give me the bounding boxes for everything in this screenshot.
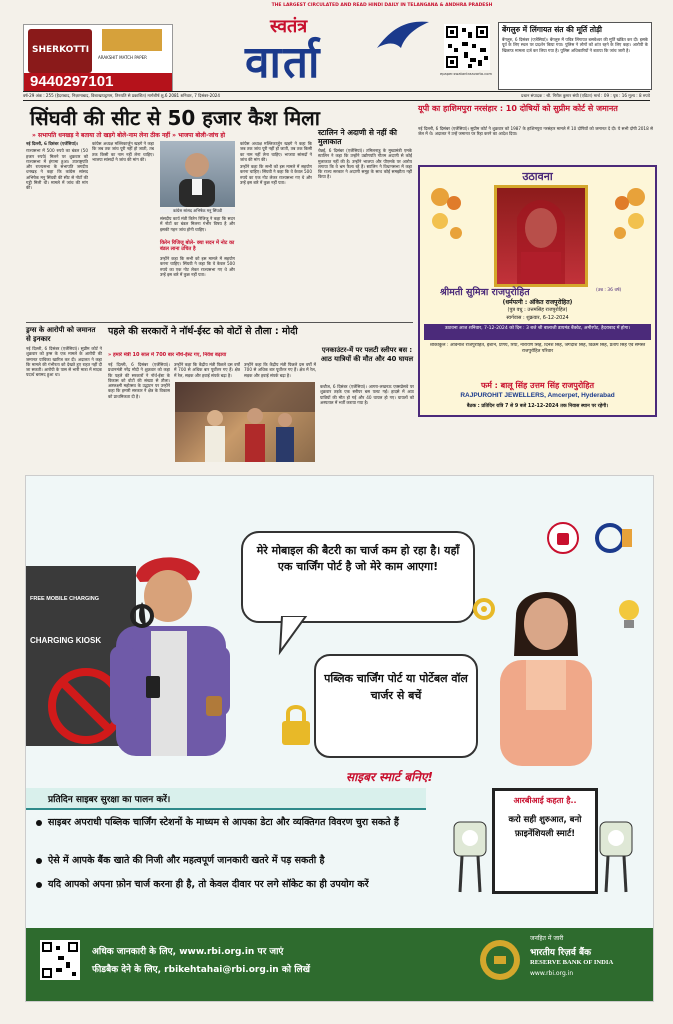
- info-line2: फीडबैक देने के लिए, rbikehtahai@rbi.org.in को लिखें: [92, 965, 311, 975]
- top-right-body: बेंगलुरु, 6 दिसंबर (एजेंसियां)। बेंगलुरु में पवित्र लिंगायत बसवेश्वर की मूर्ति खंडित कर दी। इसके पूर्व के लिए स्थल पर प्रदर्शन किया गया। पुलिस ने लोगों को शांत रहने के लिए कहा। आरोपी के खिलाफ मामला दर्ज कर लिया गया है। पुलिस अधिकारियों ने बताया कि जांच जारी है।: [502, 37, 648, 53]
- encounter-headline: एनकाउंटर-में पर पलटी स्लीपर बस : आठ यात्रियों की मौत और 40 घायल: [320, 346, 414, 363]
- photo-caption: कांग्रेस सांसद अभिषेक मनु सिंघवी: [160, 208, 235, 214]
- cyber-logo-icon: [546, 521, 580, 555]
- obituary-event: उठावना आज शनिवार, 7-12-2024 को दिन : 3 बजे श्री बालाजी डायमंड बैंक्वेट, अमीरपेट, हैदराबाद में होगा।: [424, 324, 651, 340]
- bullet-2-text: ऐसे में आपके बैंक खाते की निजी और महत्वपूर्ण जानकारी खतरे में पड़ सकती है: [48, 855, 325, 866]
- obituary-name: श्रीमती सुमित्रा राजपुरोहित: [440, 287, 530, 298]
- obituary-age: (उम्र : 36 वर्ष): [596, 288, 622, 293]
- ad-sherkotti: [23, 24, 173, 92]
- board-text: करो सही शुरुआत, बनो फ़ाइनेंशियली स्मार्ट!: [508, 815, 582, 839]
- lead-dateline: नई दिल्ली, 6 दिसंबर (एजेंसियां)।: [26, 141, 79, 146]
- flower-garland-right-icon: [590, 183, 650, 253]
- flower-garland-icon: [426, 183, 486, 253]
- lead-subhead: किरेन रिजिजू बोले- क्या सदन में नोट का बंडल लाना उचित है: [160, 240, 235, 252]
- modi-body-col1: [108, 362, 170, 472]
- logo-main: वार्ता: [245, 37, 322, 88]
- encounter-body: कन्नौज, 6 दिसंबर (एजेंसियां)। आगरा-लखनऊ एक्सप्रेसवे पर शुक्रवार तड़के एक स्लीपर बस पलट गई। हादसे में आठ यात्रियों की मौत हो गई और 40 घायल हो गए। घायलों को अस्पताल में भर्ती कराया गया है।: [320, 384, 414, 405]
- lead-body4-cont: उन्होंने कहा कि सभी को इस मामले में सहयोग करना चाहिए। सिंघवी ने कहा कि वे केवल 500 रुपये का एक नोट लेकर राज्यसभा गए थे और उन्हें इस बारे में कुछ नहीं पता।: [240, 164, 312, 186]
- public-interest: जनहित में जारी: [530, 935, 564, 942]
- obituary-footer: बैठक : प्रतिदिन रात्रि 7 से 9 बजे 12-12-2024 तक निवास स्थान पर रहेगी।: [466, 404, 609, 409]
- ad-sub: ARAKSHIT MATCH PAPER: [98, 55, 147, 60]
- person-icon: [160, 141, 235, 207]
- rbi-emblem-icon: [478, 938, 522, 982]
- obituary-firm-en: RAJPUROHIT JEWELLERS, Amcerpet, Hyderabad: [460, 392, 615, 399]
- mascot-left-icon: [448, 816, 492, 896]
- drugs-body: नई दिल्ली, 6 दिसंबर (एजेंसियां)। सुप्रीम कोर्ट ने शुक्रवार को ड्रग्स के एक मामले के आरोपी की जमानत याचिका खारिज कर दी। अदालत ने कहा कि मामले की गंभीरता को देखते हुए राहत नहीं दी जा सकती। आरोपी के पास से भारी मात्रा में मादक पदार्थ बरामद हुआ था।: [26, 346, 102, 378]
- speech-bubble: [241, 531, 475, 623]
- practice-title: प्रतिदिन साइबर सुरक्षा का पालन करें।: [48, 795, 171, 805]
- up-headline: यूपी का हाशिमपुरा नरसंहार : 10 दोषियों को सुप्रीम कोर्ट से जमानत: [418, 104, 618, 113]
- lead-headline: सिंघवी की सीट से 50 हजार कैश मिला: [30, 106, 320, 130]
- rbi-hindi: भारतीय रिज़र्व बैंक: [530, 948, 592, 958]
- bullet-1-text: साइबर अपराधी पब्लिक चार्जिंग स्टेशनों के माध्यम से आपका डेटा और व्यक्तिगत विवरण चुरा सकते हैं: [48, 817, 399, 828]
- masthead-logo: [205, 14, 435, 86]
- free-charging-label: FREE MOBILE CHARGING: [30, 596, 100, 602]
- gear-icon: [471, 596, 497, 622]
- obituary-mourners: शोकाकुल : अविनाश राजपुरोहित, ईशान, प्रणय, रिया, नारायण सिंह, दिनेश सिंह, जगदीश सिंह, विक्रम सिंह, प्रताप सिंह एवं समस्त राजपुरोहित परिवार: [429, 343, 646, 354]
- lead-body-col1: [26, 141, 88, 319]
- modi-body-col3: [244, 362, 316, 380]
- warning-text: पब्लिक चार्जिंग पोर्ट या पोर्टेबल वॉल चार्जर से बचें: [324, 672, 468, 702]
- stalin-headline: स्टालिन ने अदाणी से नहीं की मुलाकात: [318, 128, 397, 146]
- lead-body-col2: [92, 141, 154, 319]
- masthead-tagline: THE LARGEST CIRCULATED AND READ HINDI DAILY IN TELANGANA & ANDHRA PRADESH: [271, 3, 493, 8]
- obituary-photo: [494, 185, 588, 287]
- footer-qr[interactable]: [40, 940, 80, 980]
- ad-brand: SHERKOTTI: [32, 45, 90, 55]
- stalin-body: चेन्नई, 6 दिसंबर (एजेंसियां)। तमिलनाडु के मुख्यमंत्री एमके स्टालिन ने कहा कि उन्होंने उद्योगपति गौतम अदाणी से कोई मुलाकात नहीं की है। उन्होंने भाजपा और पीएमके पर आरोप लगाया कि वे भ्रम फैला रहे हैं। स्टालिन ने विधानसभा में कहा कि राज्य सरकार ने अदाणी समूह के साथ कोई समझौता नहीं किया है।: [318, 148, 412, 180]
- woman-portrait-icon: [497, 188, 585, 284]
- bird-icon: [375, 18, 431, 58]
- ad-phone: 9440297101: [30, 73, 114, 90]
- top-right-news: [498, 22, 652, 90]
- cyber-smart: साइबर स्मार्ट बनिए!: [346, 770, 433, 784]
- bullet-3-text: यदि आपको अपना फ़ोन चार्ज करना ही है, तो केवल दीवार पर लगे सॉकेट का ही उपयोग करें: [48, 879, 369, 890]
- modi-body2: उन्होंने कहा कि केंद्रीय मंत्री पिछले दस वर्षों में 700 से अधिक बार पूर्वोत्तर गए हैं। क्षेत्र में रेल, सड़क और हवाई संपर्क बढ़ा है।: [174, 362, 240, 378]
- obituary-relation1: (धर्मपत्नी : अंकित राजपुरोहित): [502, 299, 573, 306]
- mascot-right-icon: [594, 816, 638, 896]
- rbi-site[interactable]: www.rbi.org.in: [530, 970, 574, 977]
- lead-body4: उन्होंने कहा कि सभी को इस मामले में सहयोग करना चाहिए। सिंघवी ने कहा कि वे केवल 500 रुपये का एक नोट लेकर राज्यसभा गए थे और उन्हें इस बारे में कुछ नहीं पता।: [160, 256, 235, 277]
- website[interactable]: epaper.swatantraavarta.com: [440, 72, 492, 76]
- rbi-ad: [25, 475, 654, 1002]
- board-title: आरबीआई कहता है..: [513, 796, 577, 805]
- lead-body3: संसदीय कार्य मंत्री किरेन रिजिजू ने कहा कि सदन में नोटों का बंडल मिलना गंभीर विषय है और इसकी गहन जांच होनी चाहिए।: [160, 216, 235, 232]
- modi-headline: पहले की सरकारों ने नॉर्थ-ईस्ट को वोटों से तौला : मोदी: [108, 326, 298, 337]
- lead-body1: राज्यसभा में 500 रुपये का बंडल (50 हजार रुपये) मिलने पर शुक्रवार को राज्यसभा में हंगामा हुआ। उपराष्ट्रपति और राज्यसभा के सभापति जगदीप धनखड़ ने कहा कि कांग्रेस सांसद अभिषेक मनु सिंघवी की सीट से नोटों की गड्डी मिली थी। मामले में जांच की मांग की।: [26, 148, 88, 191]
- bulb-icon: [614, 596, 644, 636]
- matchbox-2-icon: [102, 29, 162, 51]
- editor-line: प्रधान संपादक : श्री. गिरीश कुमार संघी (एडिटर) मार्च : 09 : पृष्ठ : 16 मूल्य : 8 रुपये: [521, 93, 650, 98]
- bullet-dot-icon: [36, 858, 42, 864]
- rbi-footer: [26, 928, 653, 1001]
- obituary-title: उठावना: [522, 170, 553, 183]
- boy-with-phone-icon: [96, 546, 246, 756]
- lead-body-col5: [240, 141, 312, 319]
- issue-line: वर्ष-29 अंक : 255 (हैदराबाद, निज़ामाबाद, विशाखापट्टणम, तिरुपति से प्रकाशित) मार्गशीर्ष शु.6 2081 शनिवार, 7 दिसंबर-2024: [23, 93, 221, 98]
- warning-box: [314, 654, 478, 758]
- bullet-dot-icon: [36, 820, 42, 826]
- obituary-relation2: (पुत्र वधु : उत्तमसिंह राजपुरोहित): [507, 307, 568, 313]
- charging-kiosk-label: CHARGING KIOSK: [30, 636, 102, 645]
- woman-icon: [486, 576, 606, 766]
- rbi-english: RESERVE BANK OF INDIA: [530, 959, 614, 966]
- up-body: नई दिल्ली, 6 दिसंबर (एजेंसियां)। सुप्रीम कोर्ट ने शुक्रवार को 1987 के हाशिमपुरा नरसंहार मामले में 10 दोषियों को जमानत दे दी। ये सभी दोषी 2018 से जेल में थे। अदालत ने उन्हें जमानत पर रिहा करने का आदेश दिया।: [418, 126, 653, 137]
- logo-top: स्वतंत्र: [270, 16, 308, 37]
- rbi-board: [492, 788, 598, 894]
- lead-body-col3: [160, 216, 235, 238]
- lead-kicker: » सभापति धनखड़ ने बताया तो खड़गे बोले-नाम लेना ठीक नहीं » भाजपा बोली-जांच हो: [32, 132, 226, 139]
- lead-body2: कांग्रेस अध्यक्ष मल्लिकार्जुन खड़गे ने कहा कि जब तक जांच पूरी नहीं हो जाती, तब तक किसी का नाम नहीं लेना चाहिए। भाजपा सांसदों ने जांच की मांग की।: [92, 141, 154, 162]
- obituary-firm: फर्म : बालू सिंह उत्तम सिंह राजपुरोहित: [480, 381, 595, 390]
- info-line1: अधिक जानकारी के लिए, www.rbi.org.in पर जाएं: [92, 947, 284, 957]
- obituary-box: [418, 165, 657, 417]
- lead-body-col4: [160, 256, 235, 318]
- drugs-headline: ड्रग्स के आरोपी को जमानत से इनकार: [26, 326, 96, 343]
- modi-body: नई दिल्ली, 6 दिसंबर (एजेंसियां)। प्रधानमंत्री नरेंद्र मोदी ने शुक्रवार को कहा कि पहले की सरकारों ने नॉर्थ-ईस्ट के विकास को वोटों की संख्या से तौला। अष्टलक्ष्मी महोत्सव के उद्घाटन पर उन्होंने कहा कि हमारी सरकार ने क्षेत्र के विकास को प्राथमिकता दी है।: [108, 362, 170, 399]
- modi-photo: [175, 382, 315, 462]
- practice-title-box: [26, 788, 426, 810]
- lock-icon: [276, 701, 316, 747]
- lead-body2-cont: कांग्रेस अध्यक्ष मल्लिकार्जुन खड़गे ने कहा कि जब तक जांच पूरी नहीं हो जाती, तब तक किसी का नाम नहीं लेना चाहिए। भाजपा सांसदों ने जांच की मांग की।: [240, 141, 312, 162]
- obituary-date: स्वर्गवास : शुक्रवार, 6-12-2024: [506, 315, 569, 321]
- top-right-headline: बेंगलुरु में लिंगायत संत की मूर्ति तोड़ी: [502, 25, 602, 34]
- speech-text: मेरे मोबाइल की बैटरी का चार्ज कम हो रहा है। यहाँ एक चार्जिंग पोर्ट है जो मेरे काम आएगा!: [256, 544, 460, 573]
- event-photo-icon: [175, 382, 315, 462]
- bullet-dot-icon: [36, 882, 42, 888]
- singhvi-photo: [160, 141, 235, 207]
- qr-code[interactable]: [444, 24, 490, 70]
- bubble-tail-icon: [276, 616, 316, 656]
- modi-kicker: » हमारे मंत्री 10 साल में 700 बार नॉर्थ-ईस्ट गए, निवेश बढ़ाया: [108, 352, 227, 358]
- modi-body2-cont: उन्होंने कहा कि केंद्रीय मंत्री पिछले दस वर्षों में 700 से अधिक बार पूर्वोत्तर गए हैं। क्षेत्र में रेल, सड़क और हवाई संपर्क बढ़ा है।: [244, 362, 316, 378]
- azadi-logo-icon: [594, 521, 634, 555]
